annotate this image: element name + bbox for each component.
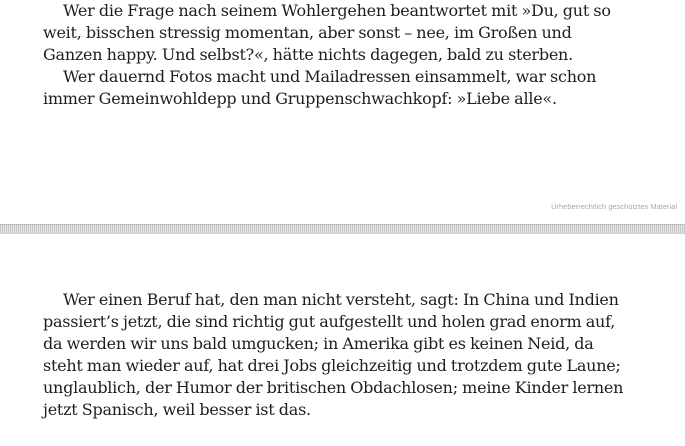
text-line: Wer dauernd Fotos macht und Mailadressen einsammelt, war schon: [63, 67, 597, 86]
book-page-bottom: [0, 234, 685, 446]
text-line: Wer einen Beruf hat, den man nicht versteht, sagt: In China und Indien: [63, 290, 619, 309]
text-line: da werden wir uns bald umgucken; in Amerika gibt es keinen Neid, da: [43, 334, 594, 353]
text-line: immer Gemeinwohldepp und Gruppenschwachkopf: »Liebe alle«.: [43, 89, 557, 108]
copyright-watermark: Urheberrechtlich geschütztes Material: [551, 202, 677, 211]
text-line: passiert’s jetzt, die sind richtig gut aufgestellt und holen grad enorm auf,: [43, 312, 616, 331]
text-line: Ganzen happy. Und selbst?«, hätte nichts dagegen, bald zu sterben.: [43, 45, 573, 64]
text-line: weit, bisschen stressig momentan, aber sonst – nee, im Großen und: [43, 23, 572, 42]
text-line: unglaublich, der Humor der britischen Obdachlosen; meine Kinder lernen: [43, 378, 624, 397]
page-divider: [0, 224, 685, 234]
text-line: Wer die Frage nach seinem Wohlergehen beantwortet mit »Du, gut so: [63, 1, 611, 20]
text-line: jetzt Spanisch, weil besser ist das.: [43, 400, 311, 419]
text-line: steht man wieder auf, hat drei Jobs gleichzeitig und trotzdem gute Laune;: [43, 356, 621, 375]
